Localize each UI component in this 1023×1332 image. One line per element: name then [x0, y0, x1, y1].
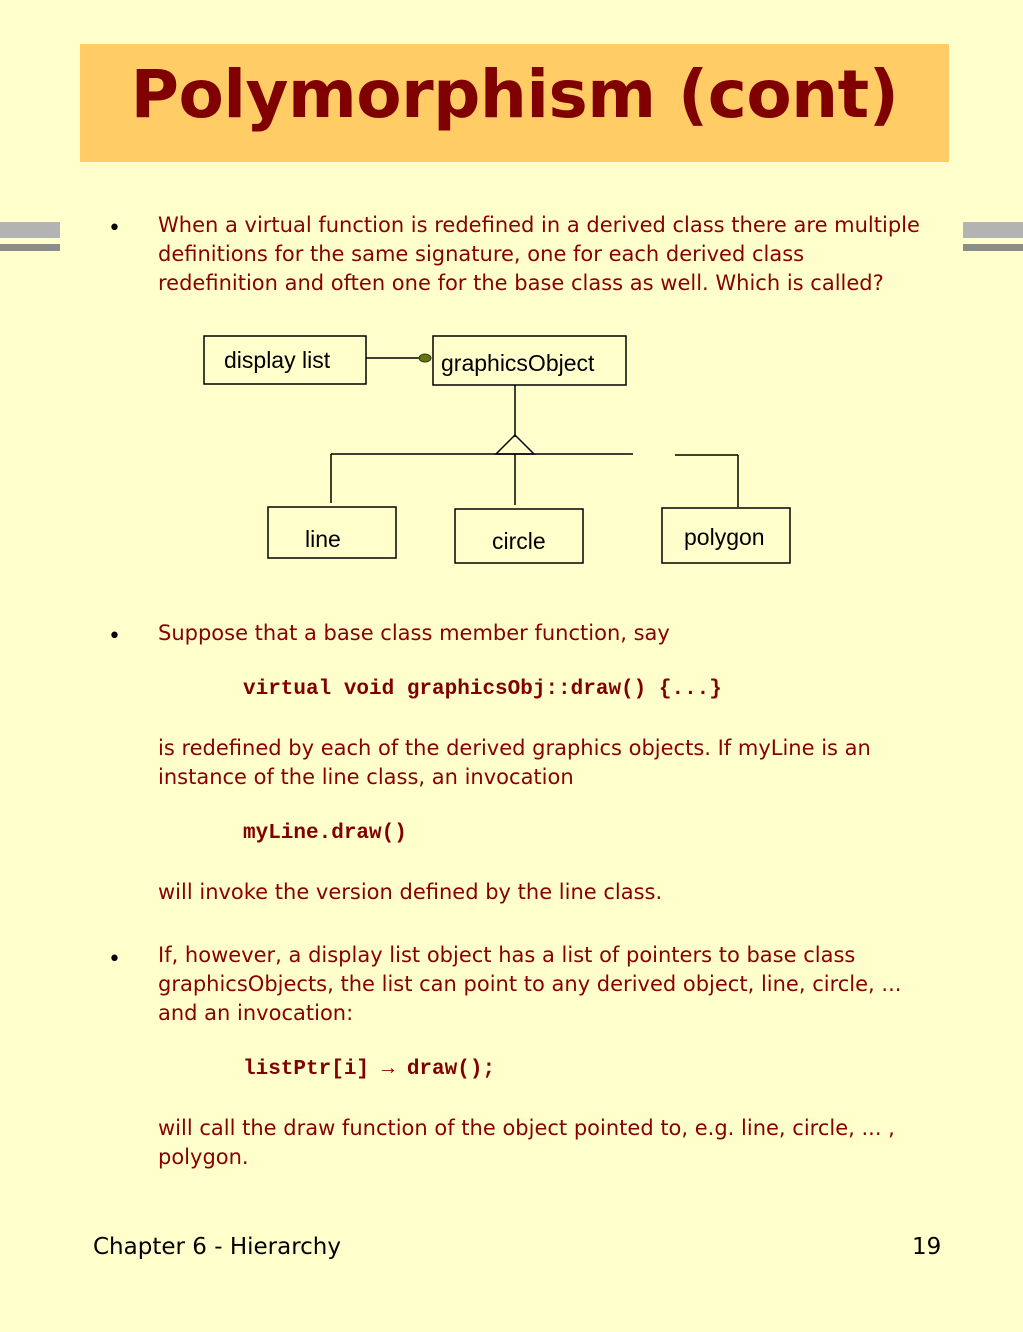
bullet-3-intro: If, however, a display list object has a list of pointers to base class graphicsObjects, the list can point to any derived object, line, circle, ... and an invocation:: [158, 943, 902, 1025]
line-label: line: [305, 526, 341, 552]
bullet-2-intro: Suppose that a base class member function, say: [158, 621, 670, 645]
class-hierarchy-diagram: [0, 0, 1023, 600]
bullet-2-outro: will invoke the version defined by the line class.: [158, 880, 663, 904]
bullet-marker: •: [108, 947, 121, 972]
bullet-marker: •: [108, 624, 121, 649]
slide-title: Polymorphism (cont): [130, 56, 899, 133]
display-list-label: display list: [224, 347, 331, 373]
bullet-2-middle: is redefined by each of the derived graphics objects. If myLine is an instance of the line class, an invocation: [158, 736, 871, 789]
bullet-1-text: When a virtual function is redefined in a derived class there are multiple definitions for the same signature, one for each derived class redefinition and often one for the base class as well. Which is called?: [158, 213, 920, 295]
footer-chapter: Chapter 6 - Hierarchy: [93, 1234, 341, 1260]
footer-page-number: 19: [912, 1234, 942, 1260]
graphics-object-label: graphicsObject: [441, 350, 595, 376]
inheritance-triangle: [496, 435, 534, 454]
code-myline-draw: myLine.draw(): [243, 822, 407, 845]
bullet-3-outro: will call the draw function of the object pointed to, e.g. line, circle, ... , polygon.: [158, 1116, 895, 1169]
circle-label: circle: [492, 528, 546, 554]
aggregation-diamond: [419, 354, 431, 362]
bullet-marker: •: [108, 216, 121, 241]
code-virtual-draw: virtual void graphicsObj::draw() {...}: [243, 678, 722, 701]
code-listptr-draw: listPtr[i] → draw();: [243, 1058, 496, 1081]
polygon-label: polygon: [684, 524, 765, 550]
